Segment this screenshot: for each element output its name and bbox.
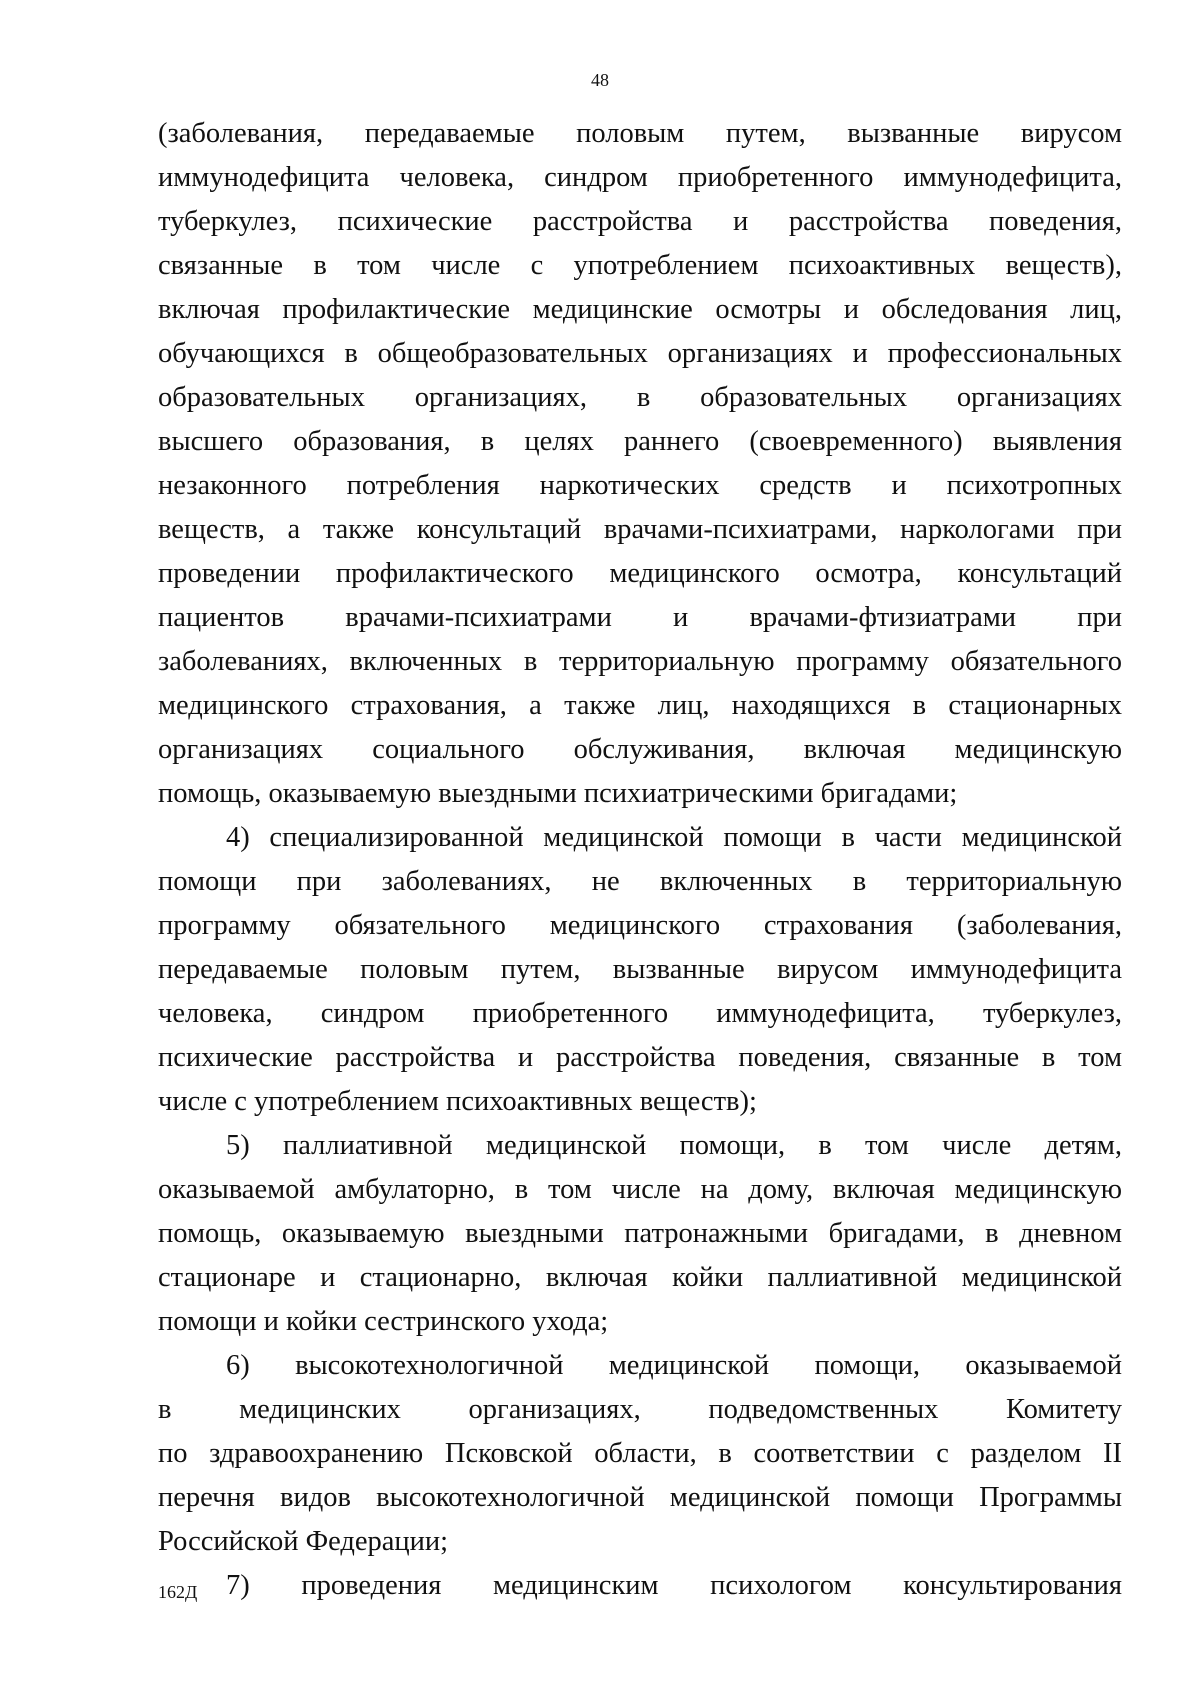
text-line: оказываемой амбулаторно, в том числе на дому, включая медицинскую: [158, 1174, 1122, 1205]
text-line: медицинского страхования, а также лиц, находящихся в стационарных: [158, 690, 1122, 721]
text-line: образовательных организациях, в образовательных организациях: [158, 382, 1122, 413]
list-item-7-line: 7) проведения медицинским психологом консультирования: [226, 1570, 1122, 1601]
text-line: в медицинских организациях, подведомственных Комитету: [158, 1394, 1122, 1425]
text-line: включая профилактические медицинские осмотры и обследования лиц,: [158, 294, 1122, 325]
text-line: туберкулез, психические расстройства и расстройства поведения,: [158, 206, 1122, 237]
text-line: человека, синдром приобретенного иммунодефицита, туберкулез,: [158, 998, 1122, 1029]
text-line: перечня видов высокотехнологичной медицинской помощи Программы: [158, 1482, 1122, 1513]
text-line: стационаре и стационарно, включая койки паллиативной медицинской: [158, 1262, 1122, 1293]
text-line: пациентов врачами-психиатрами и врачами-фтизиатрами при: [158, 602, 1122, 633]
text-line: по здравоохранению Псковской области, в соответствии с разделом II: [158, 1438, 1122, 1469]
text-line: обучающихся в общеобразовательных организациях и профессиональных: [158, 338, 1122, 369]
text-line: помощь, оказываемую выездными патронажными бригадами, в дневном: [158, 1218, 1122, 1249]
list-item-5-line: 5) паллиативной медицинской помощи, в том числе детям,: [226, 1130, 1122, 1161]
text-line: программу обязательного медицинского страхования (заболевания,: [158, 910, 1122, 941]
text-line: помощи и койки сестринского ухода;: [158, 1306, 609, 1337]
text-line: высшего образования, в целях раннего (своевременного) выявления: [158, 426, 1122, 457]
text-line: помощи при заболеваниях, не включенных в территориальную: [158, 866, 1122, 897]
list-item-6-line: 6) высокотехнологичной медицинской помощи, оказываемой: [226, 1350, 1122, 1381]
text-line: числе с употреблением психоактивных веществ);: [158, 1086, 757, 1117]
text-line: передаваемые половым путем, вызванные вирусом иммунодефицита: [158, 954, 1122, 985]
text-line: иммунодефицита человека, синдром приобретенного иммунодефицита,: [158, 162, 1122, 193]
text-line: связанные в том числе с употреблением психоактивных веществ),: [158, 250, 1122, 281]
text-line: организациях социального обслуживания, включая медицинскую: [158, 734, 1122, 765]
text-line: проведении профилактического медицинского осмотра, консультаций: [158, 558, 1122, 589]
body-text: [158, 112, 1122, 1608]
list-item-4-line: 4) специализированной медицинской помощи в части медицинской: [226, 822, 1122, 853]
text-line: (заболевания, передаваемые половым путем, вызванные вирусом: [158, 118, 1122, 149]
text-line: психические расстройства и расстройства поведения, связанные в том: [158, 1042, 1122, 1073]
text-line: Российской Федерации;: [158, 1526, 449, 1557]
text-line: незаконного потребления наркотических средств и психотропных: [158, 470, 1122, 501]
text-line: помощь, оказываемую выездными психиатрическими бригадами;: [158, 778, 958, 809]
text-line: веществ, а также консультаций врачами-психиатрами, наркологами при: [158, 514, 1122, 545]
text-line: заболеваниях, включенных в территориальную программу обязательного: [158, 646, 1122, 677]
document-code: 162Д: [158, 1582, 198, 1602]
page-number: 48: [591, 70, 609, 90]
